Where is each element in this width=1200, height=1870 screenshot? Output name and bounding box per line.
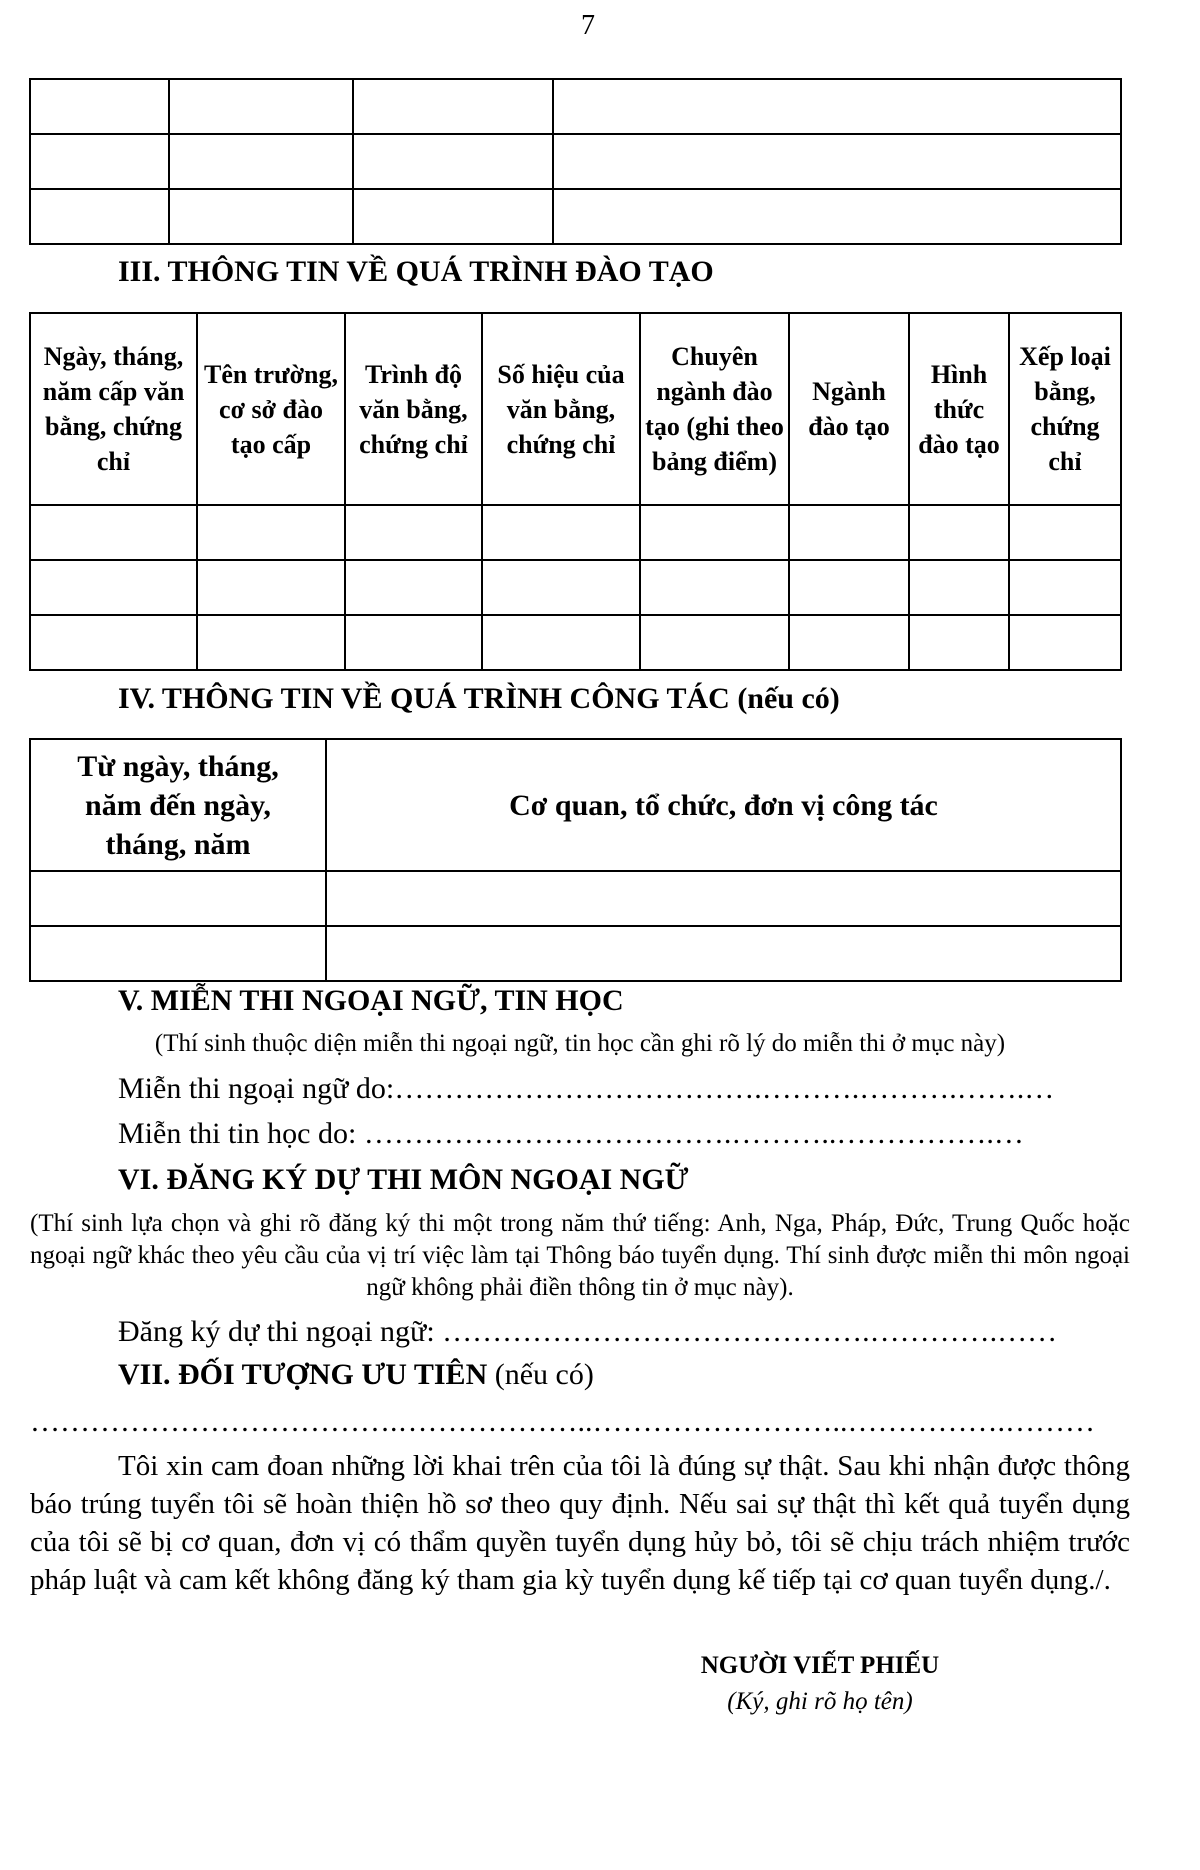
- table-cell[interactable]: [30, 505, 197, 560]
- table-row: [30, 505, 1121, 560]
- section-training-title: III. THÔNG TIN VỀ QUÁ TRÌNH ĐÀO TẠO: [118, 255, 714, 288]
- priority-field[interactable]: ……………………………….………………..……………………..…………….………: [30, 1405, 1095, 1438]
- exemption-note: (Thí sinh thuộc diện miễn thi ngoại ngữ, tin học cần ghi rõ lý do miễn thi ở mục này): [154, 1030, 1006, 1057]
- table-cell[interactable]: [482, 560, 640, 615]
- table-cell[interactable]: [1009, 560, 1121, 615]
- table-row: [30, 926, 1121, 981]
- it-exemption-line: [118, 1117, 1024, 1151]
- language-registration-label: Đăng ký dự thi ngoại ngữ:: [118, 1315, 435, 1348]
- table-cell[interactable]: [553, 79, 1121, 134]
- table-cell[interactable]: [353, 79, 553, 134]
- table-cell[interactable]: [1009, 615, 1121, 670]
- table-row: [30, 871, 1121, 926]
- table-cell[interactable]: [30, 615, 197, 670]
- table-cell[interactable]: [345, 505, 482, 560]
- table-header-row: [30, 739, 1121, 871]
- table-cell[interactable]: [1009, 505, 1121, 560]
- table-cell[interactable]: [640, 615, 789, 670]
- header-major: Ngành đào tạo: [789, 313, 909, 505]
- table-cell[interactable]: [197, 505, 345, 560]
- table-row: [30, 615, 1121, 670]
- section-priority-title-line: [118, 1358, 594, 1392]
- table-row: [30, 79, 1121, 134]
- declaration-paragraph: Tôi xin cam đoan những lời khai trên của tôi là đúng sự thật. Sau khi nhận được thông báo trúng tuyển tôi sẽ hoàn thiện hồ sơ theo quy định. Nếu sai sự thật thì kết quả tuyển dụng của tôi sẽ bị cơ quan, đơn vị có thẩm quyền tuyển dụng hủy bỏ, tôi sẽ chịu trách nhiệm trước pháp luật và cam kết không đăng ký tham gia kỳ tuyển dụng kế tiếp tại cơ quan tuyển dụng./.: [30, 1450, 1130, 1596]
- table-cell[interactable]: [789, 505, 909, 560]
- table-cell[interactable]: [789, 615, 909, 670]
- header-training-form: Hình thức đào tạo: [909, 313, 1009, 505]
- table-cell[interactable]: [353, 134, 553, 189]
- it-exemption-label: Miễn thi tin học do:: [118, 1117, 357, 1150]
- table-cell[interactable]: [345, 615, 482, 670]
- header-date-issued: Ngày, tháng, năm cấp văn bằng, chứng chỉ: [30, 313, 197, 505]
- table-cell[interactable]: [169, 189, 353, 244]
- language-exemption-field[interactable]: ……………………………….……….……….…….…: [394, 1072, 1055, 1105]
- table-row: [30, 189, 1121, 244]
- table-cell[interactable]: [326, 871, 1121, 926]
- header-classification: Xếp loại bằng, chứng chỉ: [1009, 313, 1121, 505]
- table-cell[interactable]: [30, 189, 169, 244]
- table-cell[interactable]: [909, 560, 1009, 615]
- table-cell[interactable]: [909, 505, 1009, 560]
- table-cell[interactable]: [640, 505, 789, 560]
- table-cell[interactable]: [30, 79, 169, 134]
- section-work-title: IV. THÔNG TIN VỀ QUÁ TRÌNH CÔNG TÁC (nếu có): [118, 682, 840, 715]
- table-cell[interactable]: [30, 926, 326, 981]
- table-cell[interactable]: [326, 926, 1121, 981]
- table-cell[interactable]: [909, 615, 1009, 670]
- header-organization: Cơ quan, tổ chức, đơn vị công tác: [326, 739, 1121, 871]
- language-exemption-label: Miễn thi ngoại ngữ do:: [118, 1072, 395, 1105]
- table-cell[interactable]: [197, 615, 345, 670]
- table-cell[interactable]: [30, 871, 326, 926]
- table-cell[interactable]: [553, 189, 1121, 244]
- table-cell[interactable]: [30, 134, 169, 189]
- language-registration-field[interactable]: …………………………………….………….……: [434, 1315, 1058, 1348]
- table-cell[interactable]: [482, 505, 640, 560]
- header-school: Tên trường, cơ sở đào tạo cấp: [197, 313, 345, 505]
- table-cell[interactable]: [482, 615, 640, 670]
- section-priority-title: VII. ĐỐI TƯỢNG ƯU TIÊN: [118, 1358, 488, 1391]
- language-registration-note: (Thí sinh lựa chọn và ghi rõ đăng ký thi một trong năm thứ tiếng: Anh, Nga, Pháp, Đức, Trung Quốc hoặc ngoại ngữ khác theo yêu cầu của vị trí việc làm tại Thông báo tuyển dụng. Thí sinh được miễn thi môn ngoại ngữ không phải điền thông tin ở mục này).: [30, 1210, 1130, 1301]
- training-table: [29, 312, 1122, 671]
- header-specialization: Chuyên ngành đào tạo (ghi theo bảng điểm): [640, 313, 789, 505]
- work-history-table: [29, 738, 1122, 982]
- header-period: Từ ngày, tháng, năm đến ngày, tháng, năm: [30, 739, 326, 871]
- page-number: 7: [581, 10, 595, 41]
- previous-section-table: [29, 78, 1122, 245]
- language-exemption-line: [118, 1072, 1054, 1106]
- table-cell[interactable]: [789, 560, 909, 615]
- table-row: [30, 560, 1121, 615]
- language-registration-line: [118, 1315, 1057, 1349]
- header-degree-number: Số hiệu của văn bằng, chứng chỉ: [482, 313, 640, 505]
- table-cell[interactable]: [640, 560, 789, 615]
- section-priority-suffix: (nếu có): [487, 1358, 594, 1391]
- signature-note: (Ký, ghi rõ họ tên): [727, 1688, 913, 1715]
- signature-title: NGƯỜI VIẾT PHIẾU: [700, 1652, 940, 1679]
- table-cell[interactable]: [169, 79, 353, 134]
- table-cell[interactable]: [345, 560, 482, 615]
- table-cell[interactable]: [169, 134, 353, 189]
- section-language-registration-title: VI. ĐĂNG KÝ DỰ THI MÔN NGOẠI NGỮ: [118, 1163, 689, 1196]
- header-degree-level: Trình độ văn bằng, chứng chỉ: [345, 313, 482, 505]
- section-exemption-title: V. MIỄN THI NGOẠI NGỮ, TIN HỌC: [118, 984, 624, 1017]
- table-cell[interactable]: [30, 560, 197, 615]
- table-cell[interactable]: [353, 189, 553, 244]
- table-row: [30, 134, 1121, 189]
- table-cell[interactable]: [197, 560, 345, 615]
- it-exemption-field[interactable]: ……………………………….………..…………….…: [356, 1117, 1024, 1150]
- table-cell[interactable]: [553, 134, 1121, 189]
- table-header-row: [30, 313, 1121, 505]
